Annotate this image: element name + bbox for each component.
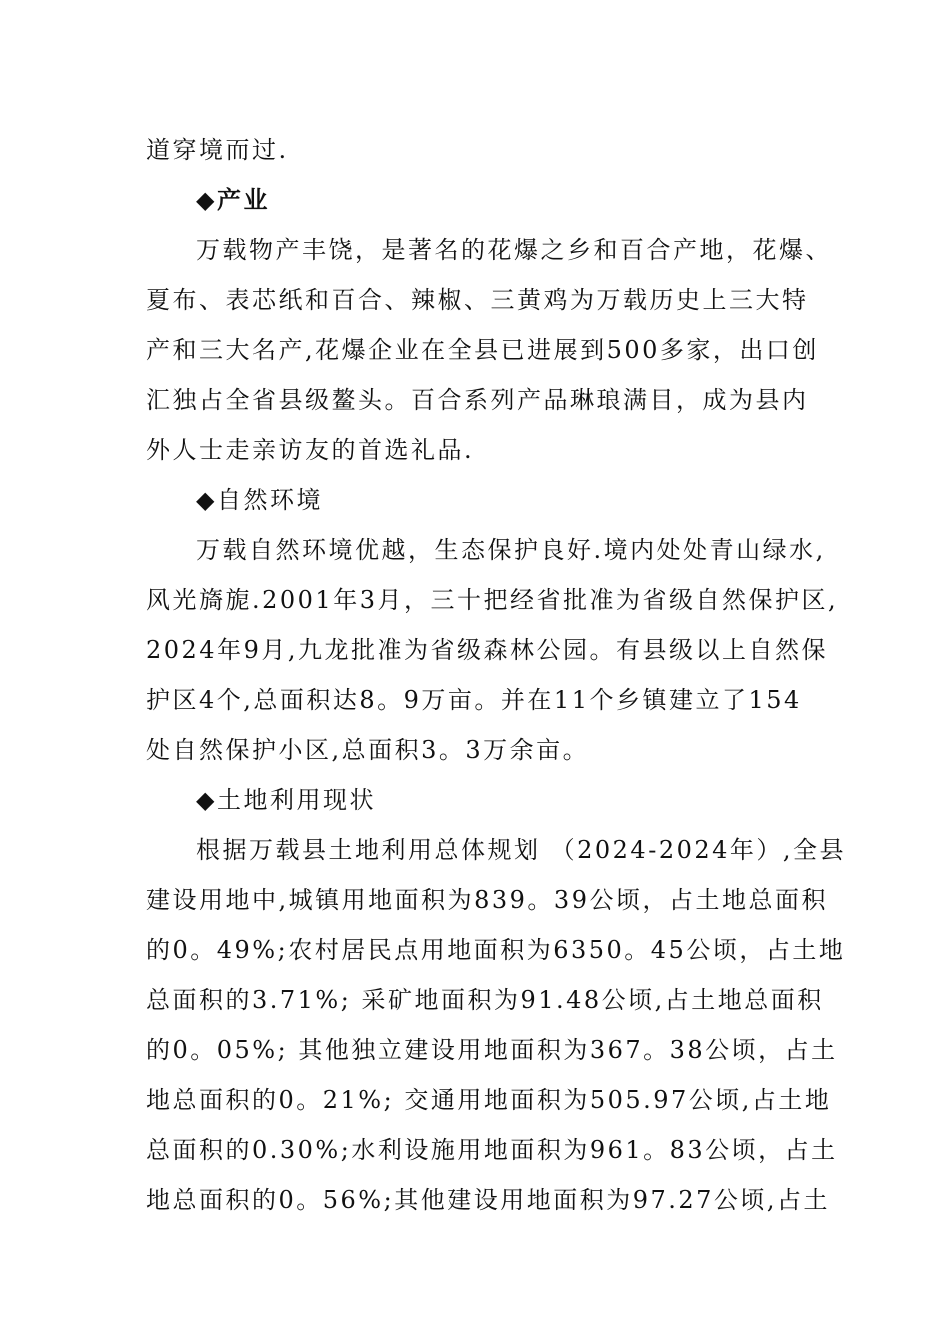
paragraph-line: 地总面积的0。21%; 交通用地面积为505.97公顷,占土地 [146,1086,832,1114]
paragraph-line: 万载物产丰饶，是著名的花爆之乡和百合产地，花爆、 [196,236,832,264]
paragraph-line: 护区4个,总面积达8。9万亩。并在11个乡镇建立了154 [146,686,802,714]
paragraph-line: 产和三大名产,花爆企业在全县已进展到500多家，出口创 [146,336,819,364]
paragraph-line: 总面积的3.71%; 采矿地面积为91.48公顷,占土地总面积 [146,986,824,1014]
paragraph-line: 的0。49%;农村居民点用地面积为6350。45公顷，占土地 [146,936,846,964]
paragraph-line: 夏布、表芯纸和百合、辣椒、三黄鸡为万载历史上三大特 [146,286,809,314]
paragraph-line: 万载自然环境优越，生态保护良好.境内处处青山绿水, [196,536,826,564]
paragraph-line: 汇独占全省县级鳌头。百合系列产品琳琅满目，成为县内 [146,386,809,414]
paragraph-line: 的0。05%; 其他独立建设用地面积为367。38公顷，占土 [146,1036,838,1064]
section-heading-land-use: ◆土地利用现状 [196,786,376,814]
paragraph-line: 2024年9月,九龙批准为省级森林公园。有县级以上自然保 [146,636,828,664]
paragraph-line: 根据万载县土地利用总体规划 （2024-2024年）,全县 [196,836,847,864]
section-heading-industry: ◆产业 [196,185,270,214]
paragraph-line: 外人士走亲访友的首选礼品. [146,436,475,464]
paragraph-line: 风光旖旎.2001年3月，三十把经省批准为省级自然保护区, [146,586,839,614]
paragraph-line: 处自然保护小区,总面积3。3万余亩。 [146,736,590,764]
paragraph-line: 建设用地中,城镇用地面积为839。39公顷，占土地总面积 [146,886,828,914]
section-heading-natural-environment: ◆自然环境 [196,486,323,514]
paragraph-line: 地总面积的0。56%;其他建设用地面积为97.27公顷,占土 [146,1186,831,1214]
paragraph-line: 总面积的0.30%;水利设施用地面积为961。83公顷，占土 [146,1136,838,1164]
paragraph-line: 道穿境而过. [146,136,289,164]
